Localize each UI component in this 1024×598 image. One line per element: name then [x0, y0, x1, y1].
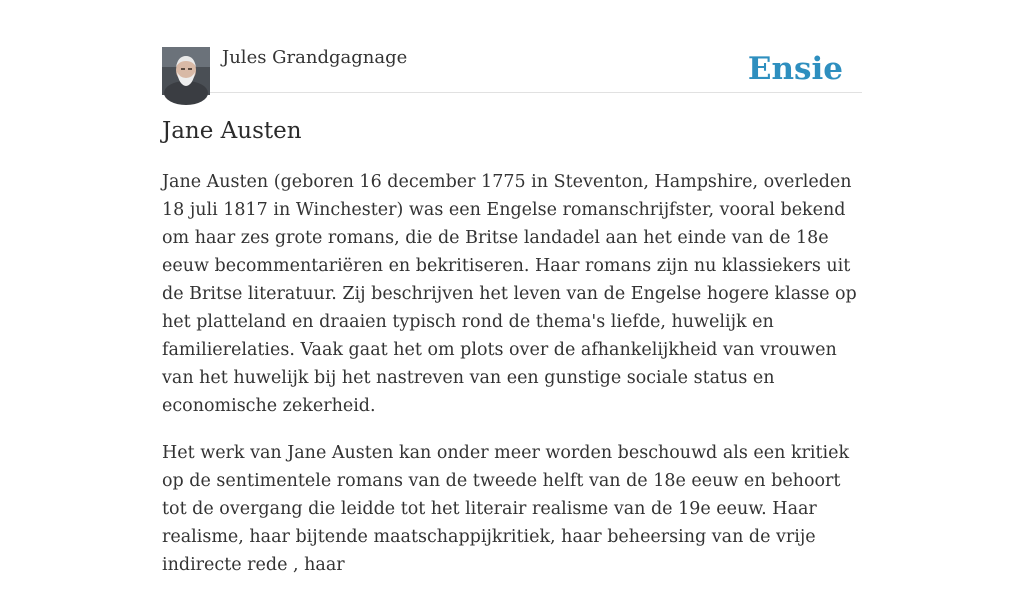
author-name[interactable]: Jules Grandgagnage: [222, 47, 408, 68]
article-header: [162, 46, 862, 93]
article-body: [162, 168, 862, 598]
article-title: Jane Austen: [162, 118, 302, 144]
avatar-portrait-icon: [162, 47, 210, 95]
ensie-logo[interactable]: Ensie: [747, 51, 843, 87]
paragraph: Jane Austen (geboren 16 december 1775 in Steventon, Hampshire, overleden 18 juli 1817 in Winchester) was een Engelse romanschrijfster, vooral bekend om haar zes grote romans, die de Britse landadel aan het einde van de 18e eeuw becommentariëren en bekritiseren. Haar romans zijn nu klassiekers uit de Britse literatuur. Zij beschrijven het leven van de Engelse hogere klasse op het platteland en draaien typisch rond de thema's liefde, huwelijk en familierelaties. Vaak gaat het om plots over de afhankelijkheid van vrouwen van het huwelijk bij het nastreven van een gunstige sociale status en economische zekerheid.: [162, 172, 857, 416]
paragraph: Het werk van Jane Austen kan onder meer worden beschouwd als een kritiek op de sentimentele romans van de tweede helft van de 18e eeuw en behoort tot de overgang die leidde tot het literair realisme van de 19e eeuw. Haar realisme, haar bijtende maatschappijkritiek, haar beheersing van de vrije indirecte rede , haar: [162, 443, 850, 575]
author-avatar[interactable]: [162, 47, 210, 95]
